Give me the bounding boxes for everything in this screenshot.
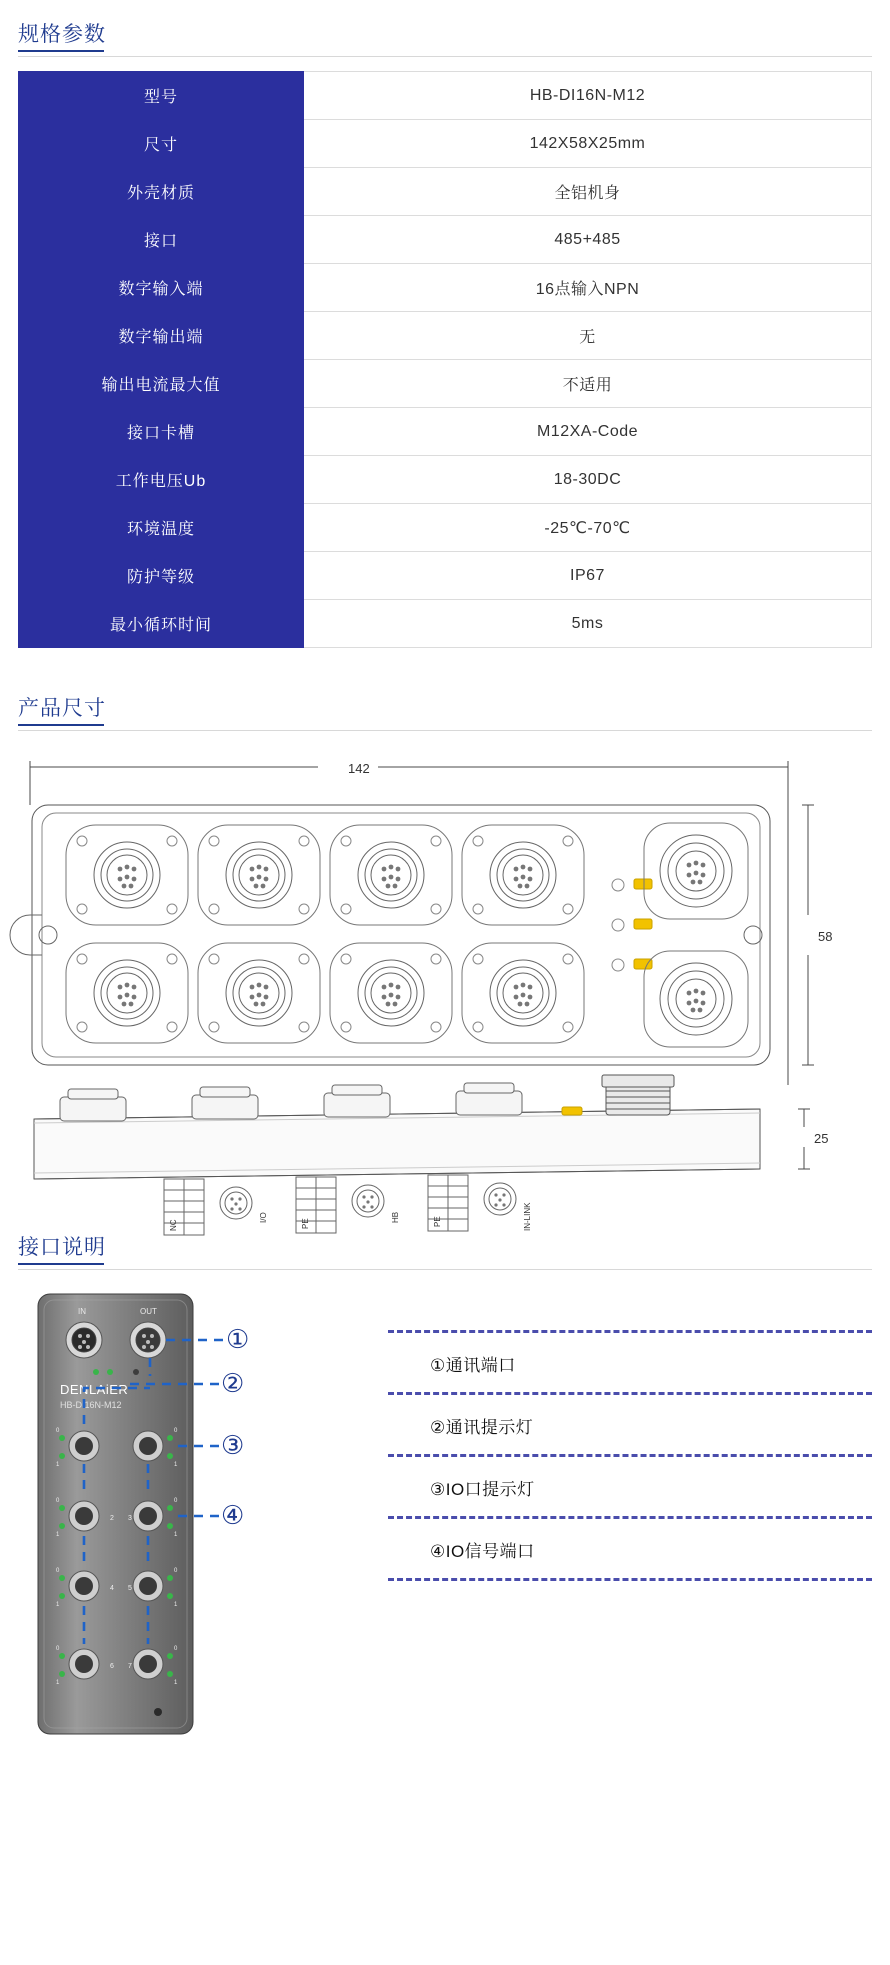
dimensions-header-rule bbox=[18, 730, 872, 731]
svg-text:HB-DI16N-M12: HB-DI16N-M12 bbox=[60, 1400, 122, 1410]
spec-table bbox=[18, 71, 872, 648]
svg-text:25: 25 bbox=[814, 1131, 829, 1146]
svg-text:0: 0 bbox=[56, 1498, 60, 1504]
spec-key: 型号 bbox=[19, 72, 304, 120]
table-row bbox=[19, 456, 872, 504]
spec-key: 防护等级 bbox=[19, 552, 304, 600]
marker-1: ① bbox=[226, 1324, 250, 1354]
marker-4: ④ bbox=[221, 1500, 245, 1530]
spec-title: 规格参数 bbox=[18, 23, 106, 46]
svg-text:142: 142 bbox=[348, 761, 370, 776]
spec-value: 142X58X25mm bbox=[304, 120, 872, 168]
spec-value: 485+485 bbox=[304, 216, 872, 264]
spec-key: 尺寸 bbox=[19, 120, 304, 168]
product-dimension-drawing bbox=[18, 745, 872, 1231]
svg-text:IN: IN bbox=[78, 1307, 86, 1316]
spec-value: M12XA-Code bbox=[304, 408, 872, 456]
spec-value: -25℃-70℃ bbox=[304, 504, 872, 552]
svg-text:1: 1 bbox=[56, 1532, 60, 1538]
spec-key: 输出电流最大值 bbox=[19, 360, 304, 408]
svg-text:4: 4 bbox=[110, 1585, 114, 1592]
svg-text:0: 0 bbox=[56, 1568, 60, 1574]
table-row bbox=[19, 600, 872, 648]
callout-marker-4 bbox=[216, 1500, 244, 1531]
svg-text:I/O: I/O bbox=[259, 1212, 268, 1223]
spec-key: 接口卡槽 bbox=[19, 408, 304, 456]
table-row bbox=[19, 72, 872, 120]
spec-title-underline bbox=[18, 50, 104, 52]
svg-text:HB: HB bbox=[391, 1211, 400, 1223]
svg-text:NC: NC bbox=[169, 1219, 178, 1231]
svg-text:1: 1 bbox=[56, 1602, 60, 1608]
spec-key: 最小循环时间 bbox=[19, 600, 304, 648]
table-row bbox=[19, 408, 872, 456]
svg-text:0: 0 bbox=[56, 1428, 60, 1434]
interface-section-header bbox=[18, 1213, 872, 1269]
spec-value: 不适用 bbox=[304, 360, 872, 408]
spec-value: IP67 bbox=[304, 552, 872, 600]
table-row bbox=[19, 216, 872, 264]
legend-item: ③IO口提示灯 bbox=[430, 1480, 535, 1499]
svg-text:0: 0 bbox=[174, 1568, 178, 1574]
svg-text:0: 0 bbox=[174, 1428, 178, 1434]
marker-3: ③ bbox=[221, 1430, 245, 1460]
dimensions-section-header bbox=[18, 674, 872, 730]
legend-item: ②通讯提示灯 bbox=[430, 1418, 534, 1437]
legend-item: ①通讯端口 bbox=[430, 1356, 516, 1375]
svg-text:1: 1 bbox=[56, 1462, 60, 1468]
spec-key: 接口 bbox=[19, 216, 304, 264]
spec-key: 数字输出端 bbox=[19, 312, 304, 360]
marker-2: ② bbox=[221, 1368, 245, 1398]
svg-text:1: 1 bbox=[174, 1602, 178, 1608]
svg-text:PE: PE bbox=[301, 1218, 310, 1229]
spec-value: 全铝机身 bbox=[304, 168, 872, 216]
spec-value: 无 bbox=[304, 312, 872, 360]
legend-divider bbox=[388, 1330, 872, 1333]
table-row bbox=[19, 120, 872, 168]
svg-text:5: 5 bbox=[128, 1585, 132, 1592]
legend-divider bbox=[388, 1516, 872, 1519]
svg-text:IN-LINK: IN-LINK bbox=[523, 1202, 532, 1231]
interface-header-rule bbox=[18, 1269, 872, 1270]
table-row bbox=[19, 360, 872, 408]
callout-marker-1 bbox=[216, 1324, 249, 1355]
svg-text:6: 6 bbox=[110, 1663, 114, 1670]
svg-text:0: 0 bbox=[174, 1646, 178, 1652]
legend-divider bbox=[388, 1578, 872, 1581]
table-row bbox=[19, 168, 872, 216]
table-row bbox=[19, 312, 872, 360]
svg-text:7: 7 bbox=[128, 1663, 132, 1670]
svg-text:1: 1 bbox=[174, 1680, 178, 1686]
spec-key: 工作电压Ub bbox=[19, 456, 304, 504]
svg-text:0: 0 bbox=[56, 1646, 60, 1652]
svg-text:2: 2 bbox=[110, 1515, 114, 1522]
svg-text:OUT: OUT bbox=[140, 1307, 157, 1316]
device-photo-with-callouts bbox=[18, 1284, 378, 1749]
svg-text:DENLAiER: DENLAiER bbox=[60, 1382, 129, 1397]
svg-text:3: 3 bbox=[128, 1515, 132, 1522]
interface-title: 接口说明 bbox=[18, 1236, 106, 1259]
svg-text:0: 0 bbox=[174, 1498, 178, 1504]
svg-text:1: 1 bbox=[174, 1462, 178, 1468]
legend-divider bbox=[388, 1454, 872, 1457]
interface-title-underline bbox=[18, 1263, 104, 1265]
svg-text:1: 1 bbox=[174, 1532, 178, 1538]
spec-value: HB-DI16N-M12 bbox=[304, 72, 872, 120]
callout-marker-2 bbox=[216, 1368, 244, 1399]
spec-key: 环境温度 bbox=[19, 504, 304, 552]
table-row bbox=[19, 552, 872, 600]
legend-item: ④IO信号端口 bbox=[430, 1542, 535, 1561]
spec-value: 5ms bbox=[304, 600, 872, 648]
dimensions-title-underline bbox=[18, 724, 104, 726]
svg-text:PE: PE bbox=[433, 1216, 442, 1227]
svg-text:1: 1 bbox=[56, 1680, 60, 1686]
spec-value: 18-30DC bbox=[304, 456, 872, 504]
interface-explanation bbox=[18, 1284, 872, 1749]
spec-key: 外壳材质 bbox=[19, 168, 304, 216]
table-row bbox=[19, 264, 872, 312]
spec-key: 数字输入端 bbox=[19, 264, 304, 312]
table-row bbox=[19, 504, 872, 552]
callout-marker-3 bbox=[216, 1430, 244, 1461]
legend-divider bbox=[388, 1392, 872, 1395]
dimensions-title: 产品尺寸 bbox=[18, 697, 106, 720]
svg-text:58: 58 bbox=[818, 929, 833, 944]
spec-value: 16点输入NPN bbox=[304, 264, 872, 312]
spec-section-header bbox=[18, 0, 872, 56]
interface-legend bbox=[388, 1284, 872, 1749]
spec-header-rule bbox=[18, 56, 872, 57]
